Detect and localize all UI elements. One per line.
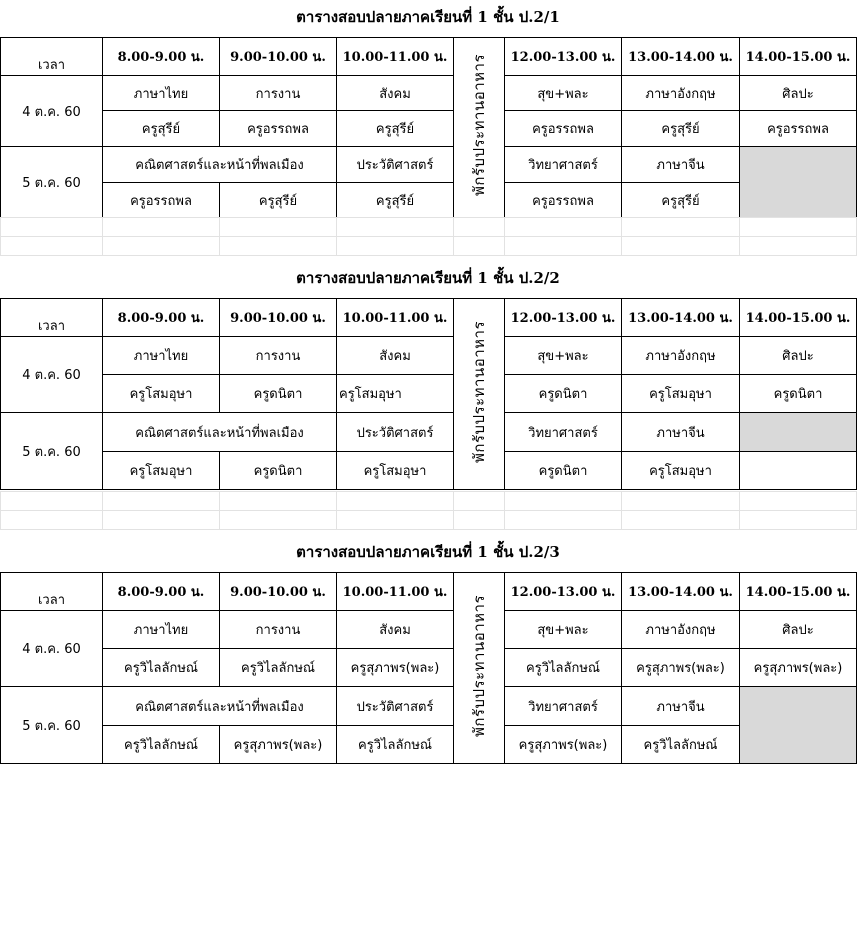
lunch-break-cell (454, 573, 505, 764)
teacher-cell: ครูโสมอุษา (622, 375, 740, 413)
time-slot-header: 8.00-9.00 น. (103, 299, 220, 337)
time-slot-header: 9.00-10.00 น. (220, 573, 337, 611)
subject-cell: ภาษาไทย (103, 611, 220, 649)
header-row (1, 299, 857, 337)
teacher-cell: ครูวิไลลักษณ์ (103, 726, 220, 764)
teacher-cell: ครูโสมอุษา (337, 452, 454, 490)
empty-cell (740, 147, 857, 218)
teacher-cell: ครูสุภาพร(พละ) (505, 726, 622, 764)
schedule-table (0, 572, 857, 764)
lunch-break-cell (454, 38, 505, 218)
time-slot-header: 10.00-11.00 น. (337, 573, 454, 611)
subject-cell: สุข+พละ (505, 611, 622, 649)
teacher-cell: ครูดนิตา (505, 375, 622, 413)
teacher-cell: ครูอรรถพล (220, 111, 337, 147)
subject-cell: ภาษาไทย (103, 337, 220, 375)
time-slot-header: 14.00-15.00 น. (740, 573, 857, 611)
schedule-title: ตารางสอบปลายภาคเรียนที่ 1 ชั้น ป.2/1 (296, 8, 560, 26)
teacher-cell: ครูอรรถพล (505, 111, 622, 147)
teacher-cell: ครูอรรถพล (103, 183, 220, 218)
teacher-cell: ครูสุรีย์ (337, 183, 454, 218)
time-slot-header: 13.00-14.00 น. (622, 573, 740, 611)
lunch-break-label: พักรับประทานอาหาร (470, 54, 488, 197)
teacher-cell: ครูวิไลลักษณ์ (505, 649, 622, 687)
time-slot-header: 9.00-10.00 น. (220, 299, 337, 337)
subject-cell: ศิลปะ (740, 611, 857, 649)
teacher-cell: ครูวิไลลักษณ์ (220, 649, 337, 687)
teacher-cell: ครูวิไลลักษณ์ (103, 649, 220, 687)
teacher-cell: ครูสุรีย์ (622, 183, 740, 218)
schedule-title: ตารางสอบปลายภาคเรียนที่ 1 ชั้น ป.2/3 (296, 543, 560, 561)
subject-cell: วิทยาศาสตร์ (505, 147, 622, 183)
subject-cell: ประวัติศาสตร์ (337, 687, 454, 726)
teacher-cell: ครูโสมอุษา (103, 375, 220, 413)
time-slot-header: 13.00-14.00 น. (622, 299, 740, 337)
teacher-row (1, 452, 857, 490)
header-row (1, 573, 857, 611)
teacher-cell: ครูอรรถพล (505, 183, 622, 218)
subject-cell: การงาน (220, 337, 337, 375)
teacher-cell: ครูดนิตา (740, 375, 857, 413)
teacher-cell: ครูสุภาพร(พละ) (220, 726, 337, 764)
subject-cell: ภาษาอังกฤษ (622, 337, 740, 375)
subject-cell: สังคม (337, 337, 454, 375)
subject-cell: ภาษาอังกฤษ (622, 611, 740, 649)
time-slot-header: 10.00-11.00 น. (337, 38, 454, 76)
lunch-break-label: พักรับประทานอาหาร (470, 320, 488, 464)
date-cell: 5 ต.ค. 60 (1, 413, 103, 490)
subject-cell: การงาน (220, 76, 337, 111)
subject-cell: ภาษาจีน (622, 687, 740, 726)
teacher-row (1, 726, 857, 764)
time-slot-header: 12.00-13.00 น. (505, 38, 622, 76)
lunch-break-label: พักรับประทานอาหาร (470, 594, 488, 738)
empty-cell (740, 452, 857, 490)
teacher-cell: ครูวิไลลักษณ์ (337, 726, 454, 764)
teacher-cell: ครูโสมอุษา (622, 452, 740, 490)
time-label: เวลา (1, 573, 103, 611)
teacher-cell: ครูวิไลลักษณ์ (622, 726, 740, 764)
subject-row (1, 337, 857, 375)
subject-row (1, 147, 857, 183)
teacher-row (1, 649, 857, 687)
teacher-cell: ครูสุรีย์ (220, 183, 337, 218)
empty-grid (0, 217, 857, 256)
empty-cell (740, 413, 857, 452)
date-cell: 5 ต.ค. 60 (1, 687, 103, 764)
time-slot-header: 14.00-15.00 น. (740, 299, 857, 337)
subject-cell: ภาษาจีน (622, 413, 740, 452)
teacher-cell: ครูอรรถพล (740, 111, 857, 147)
subject-cell: คณิตศาสตร์และหน้าที่พลเมือง (103, 687, 337, 726)
header-row (1, 38, 857, 76)
time-slot-header: 12.00-13.00 น. (505, 573, 622, 611)
subject-cell: สังคม (337, 76, 454, 111)
teacher-row (1, 111, 857, 147)
subject-cell: ประวัติศาสตร์ (337, 147, 454, 183)
schedule-table (0, 298, 857, 490)
subject-cell: ภาษาจีน (622, 147, 740, 183)
subject-cell: ภาษาอังกฤษ (622, 76, 740, 111)
subject-cell: วิทยาศาสตร์ (505, 413, 622, 452)
teacher-cell: ครูสุภาพร(พละ) (740, 649, 857, 687)
time-slot-header: 10.00-11.00 น. (337, 299, 454, 337)
time-label: เวลา (1, 38, 103, 76)
date-cell: 4 ต.ค. 60 (1, 611, 103, 687)
time-slot-header: 9.00-10.00 น. (220, 38, 337, 76)
empty-grid (0, 491, 857, 530)
subject-cell: สุข+พละ (505, 337, 622, 375)
teacher-row (1, 375, 857, 413)
subject-row (1, 413, 857, 452)
date-cell: 4 ต.ค. 60 (1, 337, 103, 413)
subject-cell: ศิลปะ (740, 76, 857, 111)
teacher-row (1, 183, 857, 218)
teacher-cell: ครูสุรีย์ (337, 111, 454, 147)
time-slot-header: 8.00-9.00 น. (103, 573, 220, 611)
teacher-cell: ครูดนิตา (220, 452, 337, 490)
time-slot-header: 8.00-9.00 น. (103, 38, 220, 76)
teacher-cell: ครูสุรีย์ (103, 111, 220, 147)
teacher-cell: ครูดนิตา (220, 375, 337, 413)
empty-cell (740, 687, 857, 764)
subject-cell: การงาน (220, 611, 337, 649)
teacher-cell: ครูสุรีย์ (622, 111, 740, 147)
time-slot-header: 14.00-15.00 น. (740, 38, 857, 76)
subject-row (1, 687, 857, 726)
teacher-cell: ครูโสมอุษา (103, 452, 220, 490)
lunch-break-cell (454, 299, 505, 490)
teacher-cell: ครูโสมอุษา (337, 375, 454, 413)
subject-row (1, 611, 857, 649)
teacher-cell: ครูสุภาพร(พละ) (622, 649, 740, 687)
subject-cell: สุข+พละ (505, 76, 622, 111)
date-cell: 5 ต.ค. 60 (1, 147, 103, 218)
time-slot-header: 12.00-13.00 น. (505, 299, 622, 337)
subject-cell: สังคม (337, 611, 454, 649)
subject-cell: คณิตศาสตร์และหน้าที่พลเมือง (103, 147, 337, 183)
schedule-table (0, 37, 857, 218)
schedule-title: ตารางสอบปลายภาคเรียนที่ 1 ชั้น ป.2/2 (296, 269, 560, 287)
teacher-cell: ครูดนิตา (505, 452, 622, 490)
subject-cell: วิทยาศาสตร์ (505, 687, 622, 726)
subject-row (1, 76, 857, 111)
subject-cell: คณิตศาสตร์และหน้าที่พลเมือง (103, 413, 337, 452)
time-label: เวลา (1, 299, 103, 337)
date-cell: 4 ต.ค. 60 (1, 76, 103, 147)
subject-cell: ประวัติศาสตร์ (337, 413, 454, 452)
time-slot-header: 13.00-14.00 น. (622, 38, 740, 76)
subject-cell: ศิลปะ (740, 337, 857, 375)
subject-cell: ภาษาไทย (103, 76, 220, 111)
teacher-cell: ครูสุภาพร(พละ) (337, 649, 454, 687)
